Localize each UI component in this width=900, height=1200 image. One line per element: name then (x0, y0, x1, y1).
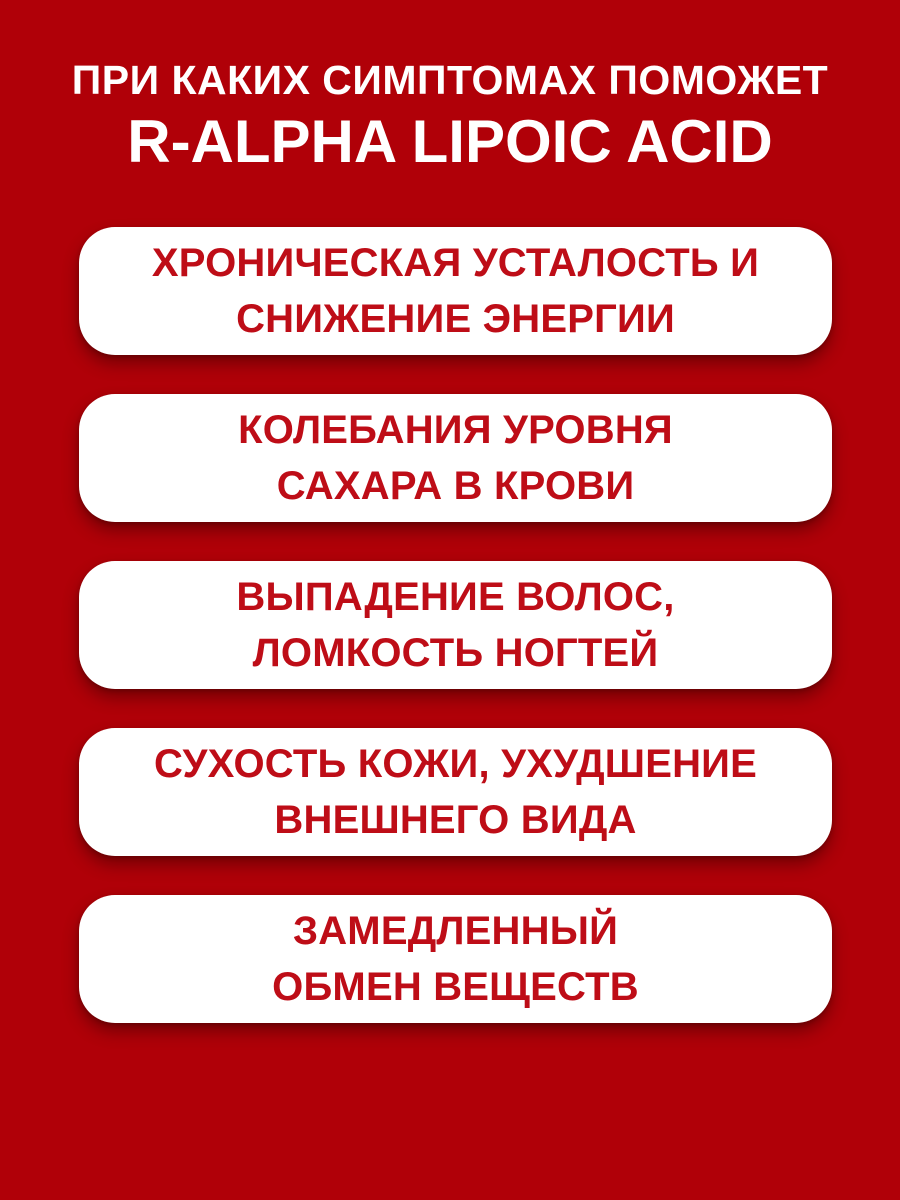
symptom-card-hair-nails (79, 561, 832, 689)
symptom-card-text-line1: ХРОНИЧЕСКАЯ УСТАЛОСТЬ И (151, 241, 760, 285)
symptom-card-chronic-fatigue (79, 227, 832, 355)
symptom-card-text-line1: ВЫПАДЕНИЕ ВОЛОС, (236, 575, 675, 619)
symptom-card-text-line1: КОЛЕБАНИЯ УРОВНЯ (238, 408, 673, 452)
symptom-card-text-line1: ЗАМЕДЛЕННЫЙ (292, 909, 619, 953)
symptom-card-text-line2: САХАРА В КРОВИ (276, 464, 635, 508)
symptom-card-blood-sugar (79, 394, 832, 522)
symptom-card-text-line2: СНИЖЕНИЕ ЭНЕРГИИ (236, 297, 675, 341)
page-title (0, 58, 900, 175)
symptom-card-text-line2: ЛОМКОСТЬ НОГТЕЙ (252, 631, 659, 675)
symptom-card-dry-skin (79, 728, 832, 856)
symptom-card-text-line2: ОБМЕН ВЕЩЕСТВ (272, 965, 639, 1009)
symptom-card-text-line1: СУХОСТЬ КОЖИ, УХУДШЕНИЕ (153, 742, 758, 786)
symptom-card-text-line2: ВНЕШНЕГО ВИДА (274, 798, 637, 842)
page-title-line1: ПРИ КАКИХ СИМПТОМАХ ПОМОЖЕТ (71, 57, 829, 103)
symptom-card-list (79, 227, 832, 1023)
symptom-card-slow-metabolism (79, 895, 832, 1023)
page-title-line2: R-ALPHA LIPOIC ACID (127, 108, 773, 176)
